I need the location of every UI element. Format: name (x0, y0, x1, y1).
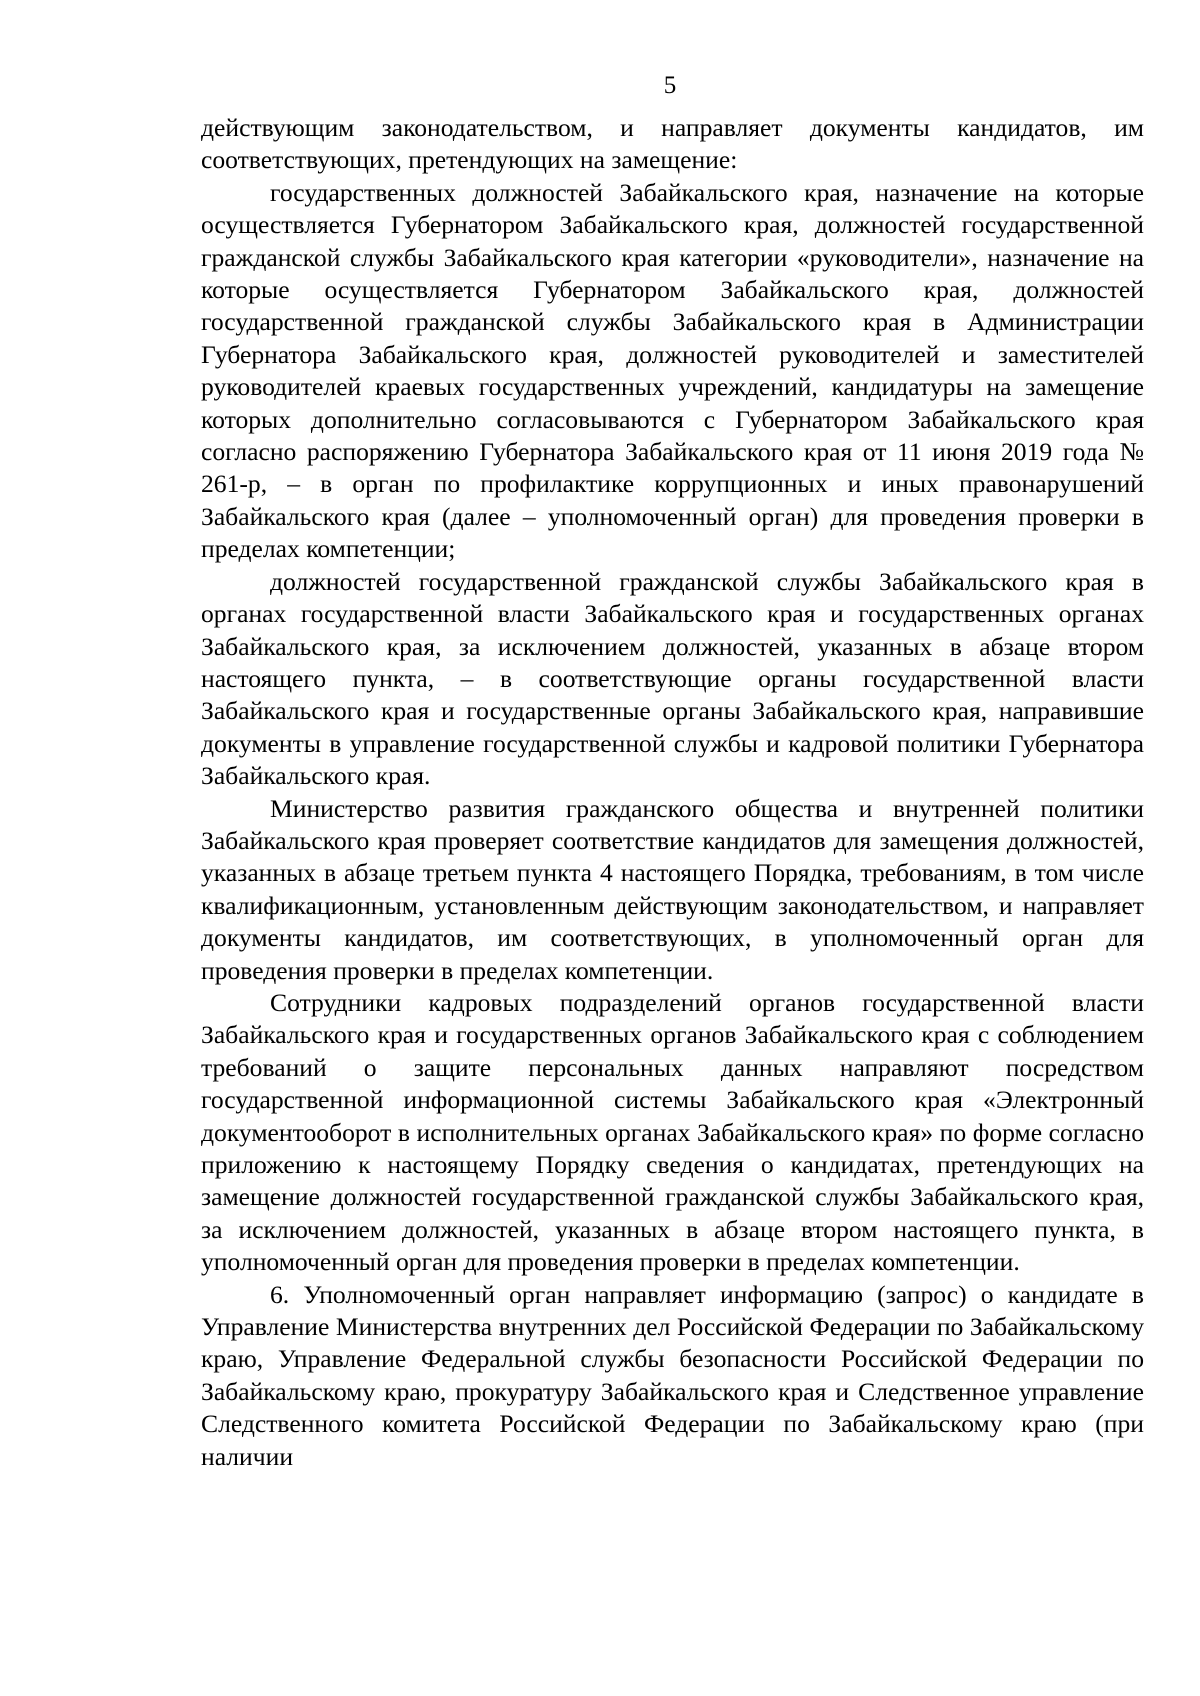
paragraph-state-positions: государственных должностей Забайкальского края, назначение на которые осуществляется Губернатором Забайкальского края, должностей государственной гражданской службы Забайкальского края категории «руководители», назначение на которые осуществляется Губернатором Забайкальского края, должностей государственной гражданской службы Забайкальского края в Администрации Губернатора Забайкальского края, должностей руководителей и заместителей руководителей краевых государственных учреждений, кандидатуры на замещение которых дополнительно согласовываются с Губернатором Забайкальского края согласно распоряжению Губернатора Забайкальского края от 11 июня 2019 года № 261-р, – в орган по профилактике коррупционных и иных правонарушений Забайкальского края (далее – уполномоченный орган) для проведения проверки в пределах компетенции; (201, 177, 1144, 564)
paragraph-item-6: 6. Уполномоченный орган направляет информацию (запрос) о кандидате в Управление Министерства внутренних дел Российской Федерации по Забайкальскому краю, Управление Федеральной службы безопасности Российской Федерации по Забайкальскому краю, прокуратуру Забайкальского края и Следственное управление Следственного комитета Российской Федерации по Забайкальскому краю (при наличии (201, 1279, 1144, 1471)
paragraph-civil-service-positions: должностей государственной гражданской службы Забайкальского края в органах государственной власти Забайкальского края и государственных органах Забайкальского края, за исключением должностей, указанных в абзаце втором настоящего пункта, – в соответствующие органы государственной власти Забайкальского края и государственные органы Забайкальского края, направившие документы в управление государственной службы и кадровой политики Губернатора Забайкальского края. (201, 566, 1144, 791)
paragraph-hr-departments: Сотрудники кадровых подразделений органов государственной власти Забайкальского края и государственных органов Забайкальского края с соблюдением требований о защите персональных данных направляют посредством государственной информационной системы Забайкальского края «Электронный документооборот в исполнительных органах Забайкальского края» по форме согласно приложению к настоящему Порядку сведения о кандидатах, претендующих на замещение должностей государственной гражданской службы Забайкальского края, за исключением должностей, указанных в абзаце втором настоящего пункта, в уполномоченный орган для проведения проверки в пределах компетенции. (201, 987, 1144, 1277)
paragraph-continuation: действующим законодательством, и направляет документы кандидатов, им соответствующих, претендующих на замещение: (201, 113, 1144, 175)
paragraph-ministry-check: Министерство развития гражданского общества и внутренней политики Забайкальского края проверяет соответствие кандидатов для замещения должностей, указанных в абзаце третьем пункта 4 настоящего Порядка, требованиям, в том числе квалификационным, установленным действующим законодательством, и направляет документы кандидатов, им соответствующих, в уполномоченный орган для проведения проверки в пределах компетенции. (201, 793, 1144, 985)
page-number: 5 (663, 72, 677, 99)
document-body (201, 112, 1144, 1473)
